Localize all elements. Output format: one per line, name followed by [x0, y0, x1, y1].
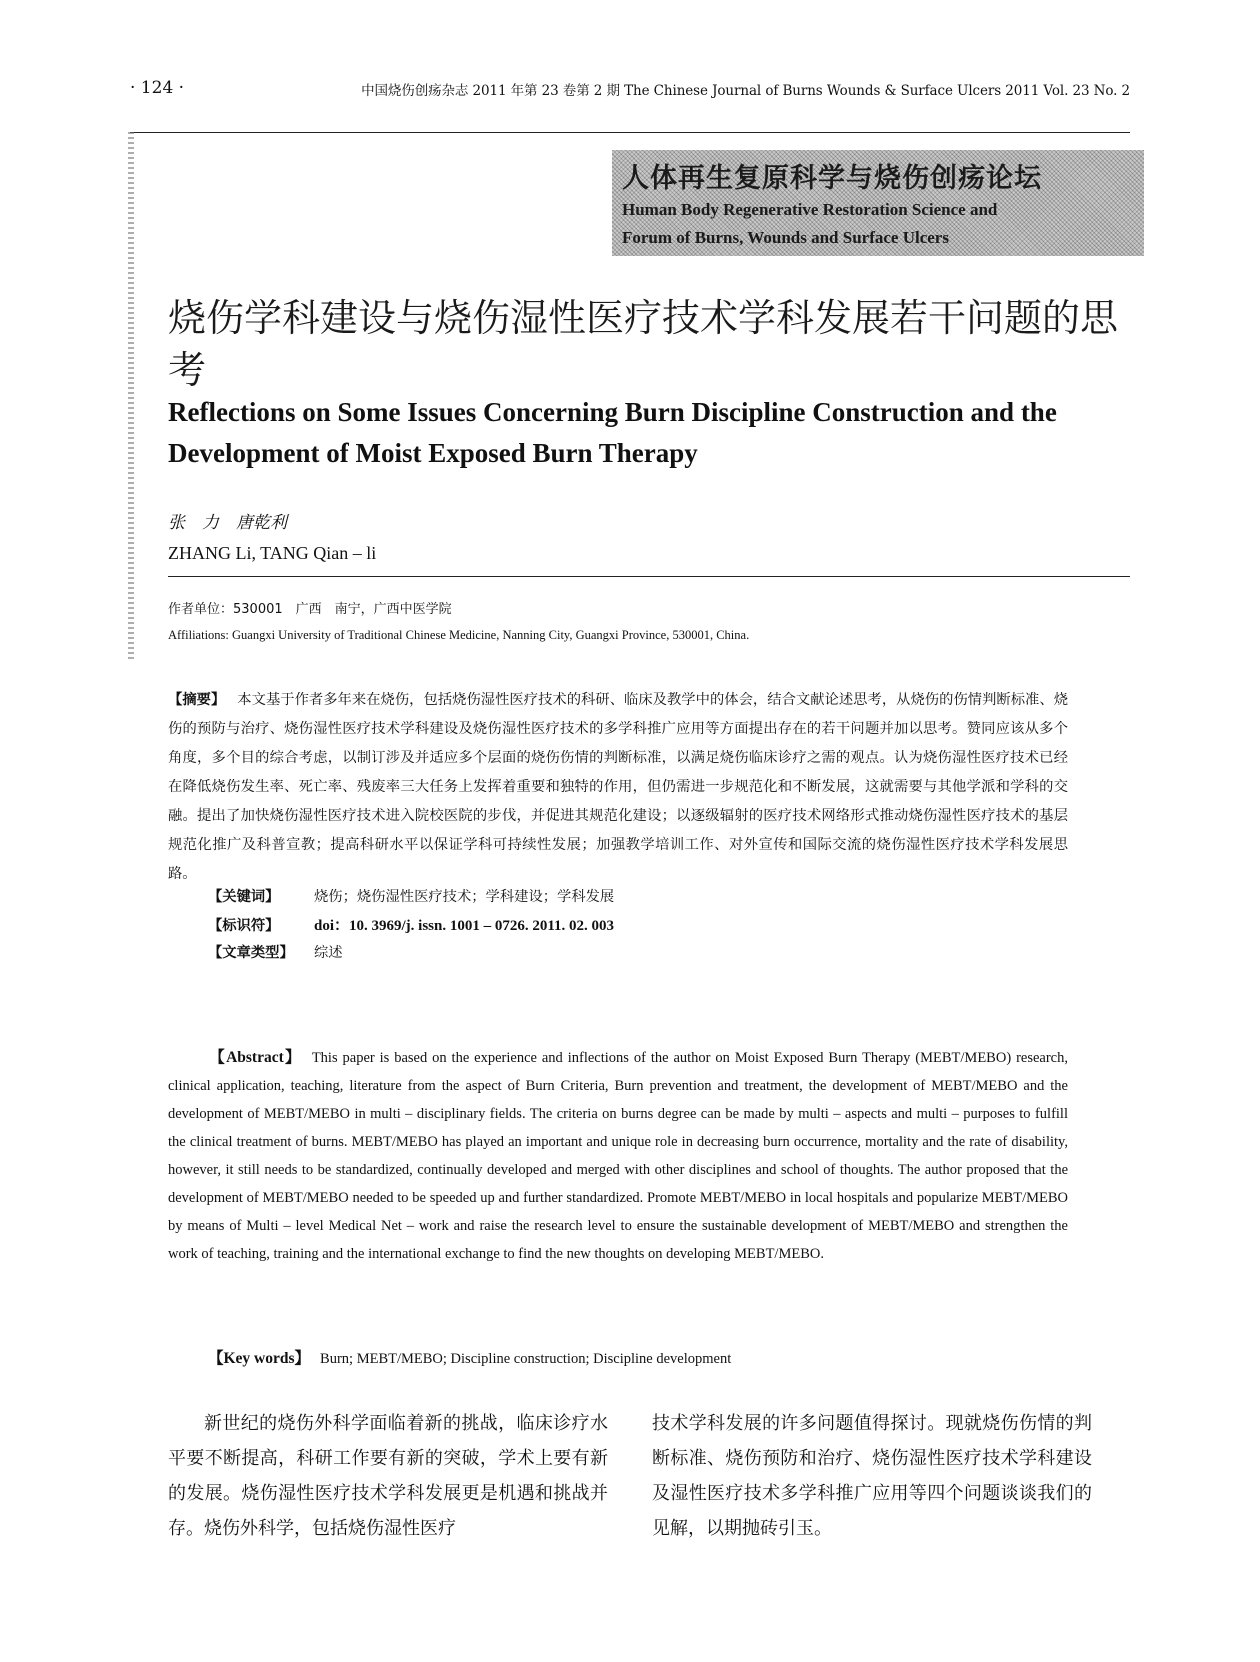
abstract-cn [168, 686, 1068, 889]
running-head [130, 78, 1130, 100]
forum-title-en-line1: Human Body Regenerative Restoration Science and [622, 200, 998, 219]
article-type [208, 942, 343, 962]
keywords-en-value: Burn; MEBT/MEBO; Discipline construction; Discipline development [320, 1351, 732, 1367]
keywords-cn-value: 烧伤；烧伤湿性医疗技术；学科建设；学科发展 [314, 889, 615, 905]
forum-banner [612, 150, 1144, 256]
journal-citation: 中国烧伤创疡杂志 2011 年第 23 卷第 2 期 The Chinese Journal of Burns Wounds & Surface Ulcers 2011 Vol. 23 No. 2 [361, 83, 1130, 99]
keywords-cn-label: 【关键词】 [208, 889, 280, 905]
keywords-en-label: 【Key words】 [208, 1350, 311, 1367]
keywords-en [208, 1346, 731, 1368]
affiliation-en: Affiliations: Guangxi University of Traditional Chinese Medicine, Nanning City, Guangxi Province, 530001, China. [168, 628, 750, 642]
abstract-cn-text: 本文基于作者多年来在烧伤，包括烧伤湿性医疗技术的科研、临床及教学中的体会，结合文献论述思考，从烧伤的伤情判断标准、烧伤的预防与治疗、烧伤湿性医疗技术学科建设及烧伤湿性医疗技术的多学科推广应用等方面提出存在的若干问题并加以思考。赞同应该从多个角度，多个目的综合考虑，以制订涉及并适应多个层面的烧伤伤情的判断标准，以满足烧伤临床诊疗之需的观点。认为烧伤湿性医疗技术已经在降低烧伤发生率、死亡率、残废率三大任务上发挥着重要和独特的作用，但仍需进一步规范化和不断发展，这就需要与其他学派和学科的交融。提出了加快烧伤湿性医疗技术进入院校医院的步伐，并促进其规范化建设；以逐级辐射的医疗技术网络形式推动烧伤湿性医疗技术的基层规范化推广及科普宣教；提高科研水平以保证学科可持续性发展；加强教学培训工作、对外宣传和国际交流的烧伤湿性医疗技术学科发展思路。 [168, 692, 1068, 882]
authors-en: ZHANG Li, TANG Qian – li [168, 543, 377, 563]
forum-title-en-line2: Forum of Burns, Wounds and Surface Ulcers [622, 228, 949, 247]
identifier-label: 【标识符】 [208, 918, 280, 934]
author-rule [168, 576, 1130, 577]
article-title-cn: 烧伤学科建设与烧伤湿性医疗技术学科发展若干问题的思考 [168, 296, 1119, 392]
abstract-en-text: This paper is based on the experience and inflections of the author on Moist Exposed Burn Therapy (MEBT/MEBO) research, clinical application, teaching, literature from the aspect of Burn Criteria, Burn prevention and treatment, the development of MEBT/MEBO and the development of MEBT/MEBO in multi – disciplinary fields. The criteria on burns degree can be made by multi – aspects and multi – purposes to fulfill the clinical treatment of burns. MEBT/MEBO has played an important and unique role in decreasing burn occurrence, mortality and the rate of disability, however, it still needs to be standardized, continually developed and merged with other disciplines and school of thoughts. The author proposed that the development of MEBT/MEBO needed to be speeded up and further standardized. Promote MEBT/MEBO in local hospitals and popularize MEBT/MEBO by means of Multi – level Medical Net – work and raise the research level to ensure the sustainable development of MEBT/MEBO and strengthen the work of teaching, training and the international exchange to find the new thoughts on developing MEBT/MEBO. [168, 1050, 1068, 1262]
doi-value: doi：10. 3969/j. issn. 1001 – 0726. 2011. 02. 003 [314, 918, 615, 934]
article-type-value: 综述 [314, 945, 343, 961]
abstract-en [168, 1044, 1068, 1268]
abstract-en-label: 【Abstract】 [208, 1049, 302, 1066]
abstract-cn-label: 【摘要】 [168, 692, 226, 708]
keywords-cn [208, 886, 614, 906]
forum-title-cn: 人体再生复原科学与烧伤创疡论坛 [622, 163, 1042, 194]
header-rule [130, 132, 1130, 133]
affiliation-cn: 作者单位：530001 广西 南宁，广西中医学院 [168, 602, 452, 617]
authors-cn: 张 力 唐乾利 [168, 513, 287, 533]
article-title-en: Reflections on Some Issues Concerning Burn Discipline Construction and the Development of Moist Exposed Burn Therapy [168, 397, 1057, 468]
page-number: · 124 · [130, 78, 185, 98]
body-column-left: 新世纪的烧伤外科学面临着新的挑战，临床诊疗水平要不断提高，科研工作要有新的突破，学术上要有新的发展。烧伤湿性医疗技术学科发展更是机遇和挑战并存。烧伤外科学，包括烧伤湿性医疗 [168, 1413, 608, 1539]
article-type-label: 【文章类型】 [208, 945, 294, 961]
body-column-right: 技术学科发展的许多问题值得探讨。现就烧伤伤情的判断标准、烧伤预防和治疗、烧伤湿性医疗技术学科建设及湿性医疗技术多学科推广应用等四个问题谈谈我们的见解，以期抛砖引玉。 [652, 1413, 1092, 1539]
identifier-cn [208, 914, 614, 935]
margin-dotted-strip [128, 132, 134, 662]
